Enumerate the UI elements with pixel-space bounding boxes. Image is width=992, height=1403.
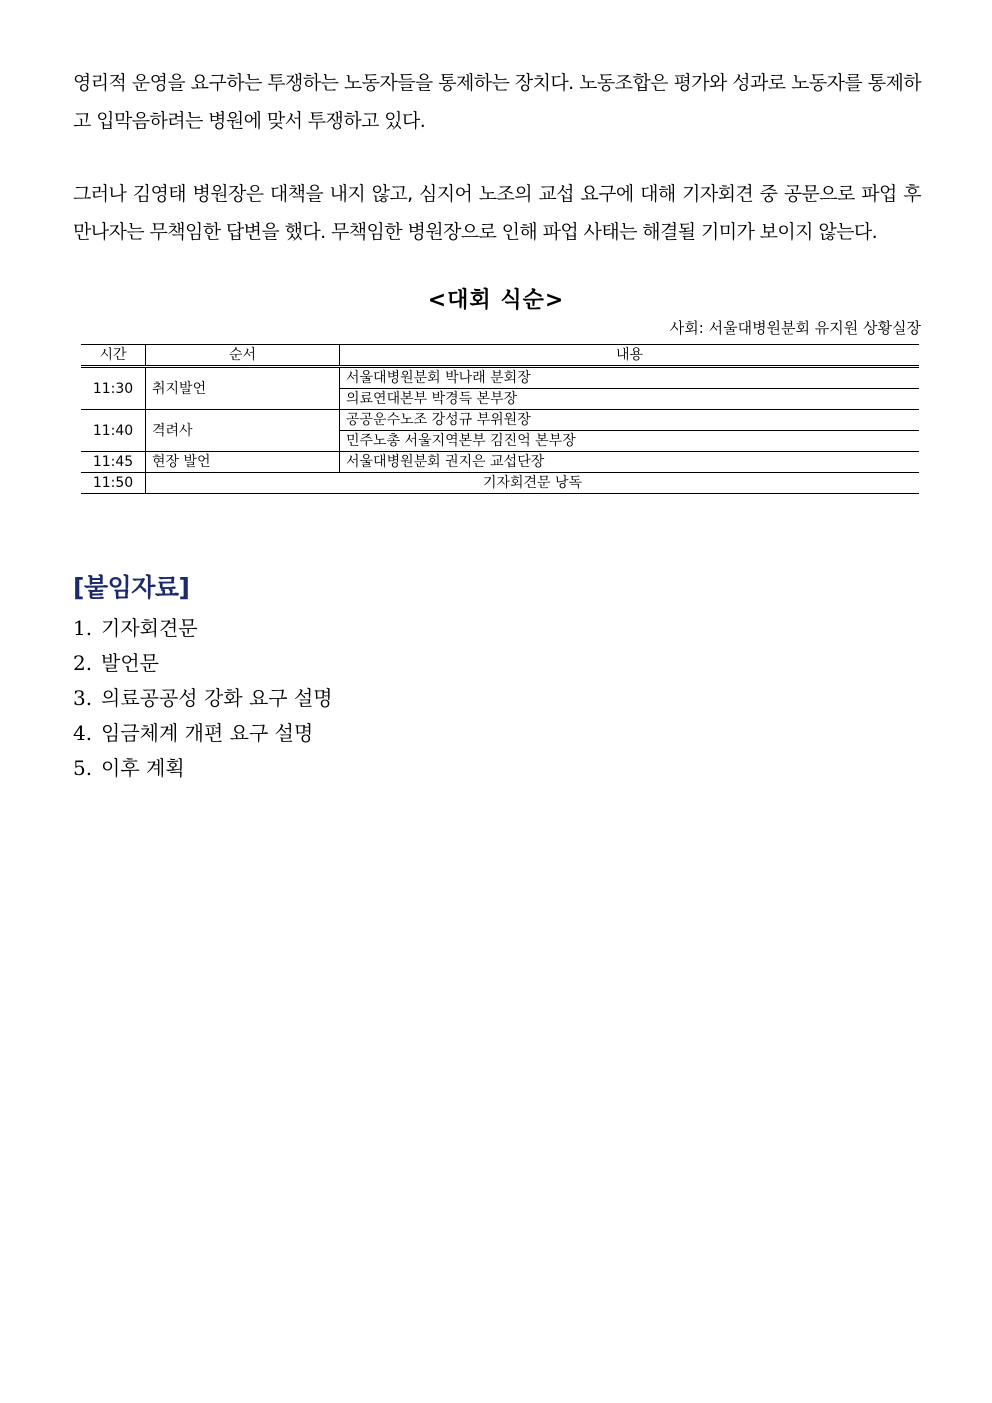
row-content: 공공운수노조 강성규 부위원장 <box>340 410 920 431</box>
item-number: 5. <box>73 756 93 780</box>
attachments-list <box>73 611 333 786</box>
item-label: 임금체계 개편 요구 설명 <box>101 721 314 745</box>
row-content: 의료연대본부 박경득 본부장 <box>346 391 518 407</box>
header-time: 시간 <box>81 345 146 367</box>
item-label: 기자회견문 <box>101 616 198 640</box>
body-paragraph <box>73 175 921 251</box>
row-content: 서울대병원분회 박나래 분회장 <box>340 367 920 389</box>
row-order: 취지발언 <box>146 367 340 410</box>
paragraph-text: 영리적 운영을 요구하는 투쟁하는 노동자들을 통제하는 장치다. 노동조합은 평가와 성과로 노동자를 통제하고 입막음하려는 병원에 맞서 투쟁하고 있다. <box>73 72 921 132</box>
row-content: 기자회견문 낭독 <box>146 473 920 494</box>
item-number: 2. <box>73 651 93 675</box>
item-number: 4. <box>73 721 93 745</box>
row-time: 11:50 <box>81 473 146 494</box>
item-label: 의료공공성 강화 요구 설명 <box>101 686 333 710</box>
list-item <box>73 716 333 751</box>
table-header-row <box>81 345 919 367</box>
table-row <box>81 473 919 494</box>
list-item <box>73 611 333 646</box>
list-item <box>73 681 333 716</box>
table-row <box>81 410 919 431</box>
item-number: 3. <box>73 686 93 710</box>
table-row <box>81 452 919 473</box>
program-table <box>81 344 919 494</box>
row-time: 11:40 <box>81 410 146 452</box>
row-content: 민주노총 서울지역본부 김진억 본부장 <box>346 433 576 449</box>
row-time: 11:45 <box>81 452 146 473</box>
paragraph-text: 그러나 김영태 병원장은 대책을 내지 않고, 심지어 노조의 교섭 요구에 대해 기자회견 중 공문으로 파업 후 만나자는 무책임한 답변을 했다. 무책임한 병원장으로 인해 파업 사태는 해결될 기미가 보이지 않는다. <box>73 183 921 243</box>
table-row <box>81 367 919 389</box>
body-paragraph <box>73 64 921 140</box>
item-number: 1. <box>73 616 93 640</box>
attachments-title: [붙임자료] <box>73 573 190 602</box>
row-content: 서울대병원분회 권지은 교섭단장 <box>340 452 920 473</box>
program-title: <대회 식순> <box>427 288 565 313</box>
item-label: 발언문 <box>101 651 159 675</box>
list-item <box>73 751 333 786</box>
item-label: 이후 계획 <box>101 756 185 780</box>
header-order: 순서 <box>146 345 340 367</box>
row-order: 격려사 <box>146 410 340 452</box>
list-item <box>73 646 333 681</box>
header-content: 내용 <box>340 345 920 367</box>
row-time: 11:30 <box>81 367 146 410</box>
program-host: 사회: 서울대병원분회 유지원 상황실장 <box>669 319 921 337</box>
row-order: 현장 발언 <box>146 452 340 473</box>
